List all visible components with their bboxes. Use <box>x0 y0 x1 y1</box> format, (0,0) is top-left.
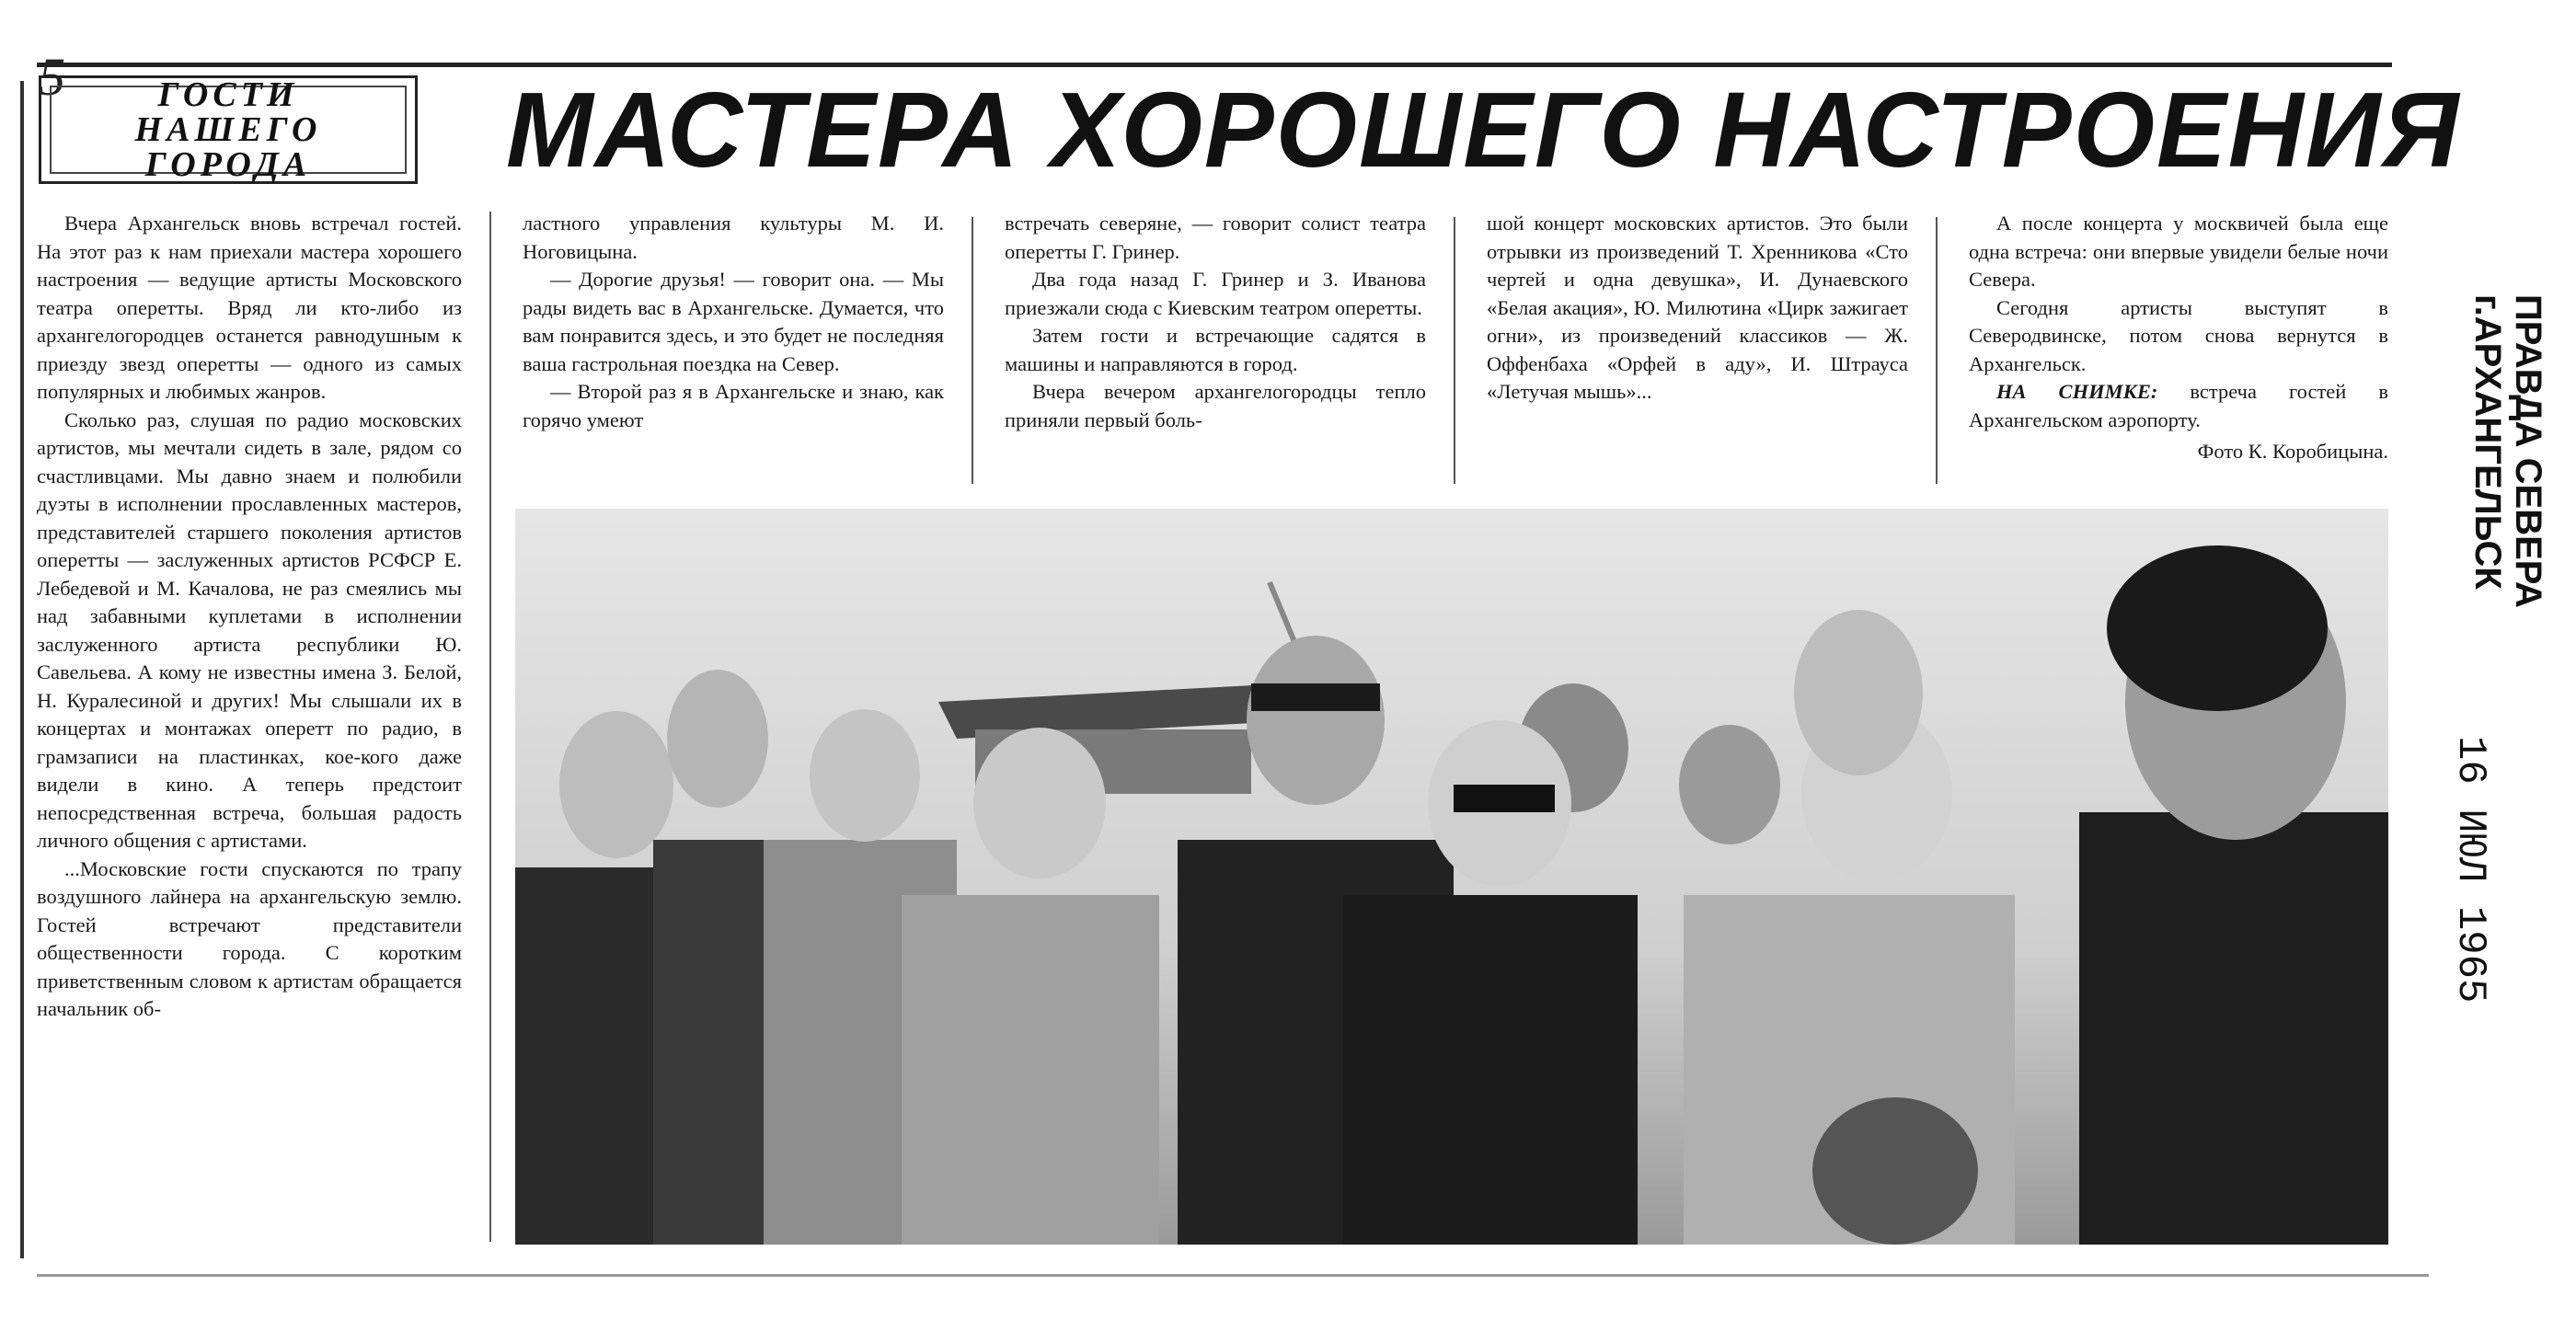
caption-text: встреча гостей в Архангельском аэропорту. <box>1969 380 2388 431</box>
paragraph: Вчера Архангельск вновь встречал гостей. На этот раз к нам приехали мастера хорошего настроения — ведущие артисты Московского театра оперетты. Вряд ли кто-либо из архангелогородцев останется равнодушным к приезду звезд оперетты — одного из самых популярных и любимых жанров. <box>37 212 462 403</box>
column-rule <box>972 217 973 484</box>
column-rule <box>489 212 491 1242</box>
paragraph: Затем гости и встречающие садятся в машины и направляются в город. <box>1005 324 1426 375</box>
group-photo <box>515 509 2388 1245</box>
headline: МАСТЕРА ХОРОШЕГО НАСТРОЕНИЯ <box>506 70 2461 189</box>
paragraph: Сегодня артисты выступят в Северодвинске, потом снова вернутся в Архангельск. <box>1969 295 2388 375</box>
paragraph: — Второй раз я в Архангельске и знаю, как горячо умеют <box>523 380 944 431</box>
stamp-line-1: ПРАВДА СЕВЕРА <box>2508 294 2548 608</box>
paragraph: Вчера вечером архангелогородцы тепло приняли первый боль- <box>1005 380 1426 431</box>
left-rule <box>20 81 24 1258</box>
page-number: 5 <box>39 47 65 107</box>
paragraph: встречать северяне, — говорит солист театра оперетты Г. Гринер. <box>1005 212 1426 263</box>
bottom-rule <box>37 1274 2429 1277</box>
rubric-inner <box>50 75 407 184</box>
paragraph: ластного управления культуры М. И. Ноговицына. <box>523 212 944 263</box>
rubric-line-2: НАШЕГО <box>134 110 322 149</box>
paragraph: Два года назад Г. Гринер и З. Иванова приезжали сюда с Киевским театром оперетты. <box>1005 268 1426 319</box>
rubric-line-3: ГОРОДА <box>144 145 312 184</box>
paragraph: Сколько раз, слушая по радио московских артистов, мы мечтали сидеть в зале, рядом со счастливцами. Мы давно знаем и полюбили дуэты в исполнении прославленных мастеров, представителей старшего поколения артистов оперетты — заслуженных артистов РСФСР Е. Лебедевой и М. Качалова, не раз смеялись мы над забавными куплетами в исполнении заслуженного артиста республики Ю. Савельева. А кому не известны имена З. Белой, Н. Куралесиной и других! Мы слышали их в концертах и монтажах оперетт по радио, в грамзаписи на пластинках, кое-кого даже видели в кино. А теперь предстоит непосредственная встреча, большая радость личного общения с артистами. <box>37 407 462 852</box>
caption-label: НА СНИМКЕ: <box>1996 380 2158 403</box>
stamp-date <box>2429 736 2502 1012</box>
paragraph: ...Московские гости спускаются по трапу воздушного лайнера на архангельскую землю. Гостей встречают представители общественности города. С коротким приветственным словом к артистам обращается начальник об- <box>37 856 462 1020</box>
article-column-4 <box>1487 210 1908 407</box>
column-rule <box>1454 217 1455 484</box>
paragraph: шой концерт московских артистов. Это были отрывки из произведений Т. Хренникова «Сто чертей и одна девушка», И. Дунаевского «Белая акация», Ю. Милютина «Цирк зажигает огни», из произведений классиков — Ж. Оффенбаха «Орфей в аду», И. Штрауса «Летучая мышь»... <box>1487 212 1908 403</box>
photo-caption <box>1969 378 2388 434</box>
stamp-date-text: 16 ИЮЛ 1965 <box>2447 736 2493 1004</box>
article-column-3 <box>1005 210 1426 434</box>
paragraph: А после концерта у москвичей была еще одна встреча: они впервые увидели белые ночи Севера. <box>1969 212 2388 291</box>
column-rule <box>1936 217 1938 484</box>
article-column-1 <box>37 210 462 1024</box>
rubric-box <box>39 75 418 184</box>
stamp-line-2: г.АРХАНГЕЛЬСК <box>2467 294 2508 590</box>
rubric-line-1: ГОСТИ <box>157 75 299 114</box>
article-column-5 <box>1969 210 2388 466</box>
photo-credit: Фото К. Коробицына. <box>2197 440 2388 463</box>
paragraph: — Дорогие друзья! — говорит она. — Мы рады видеть вас в Архангельске. Думается, что вам понравится здесь, и это будет не последняя ваша гастрольная поездка на Север. <box>523 268 944 375</box>
article-column-2 <box>523 210 944 434</box>
